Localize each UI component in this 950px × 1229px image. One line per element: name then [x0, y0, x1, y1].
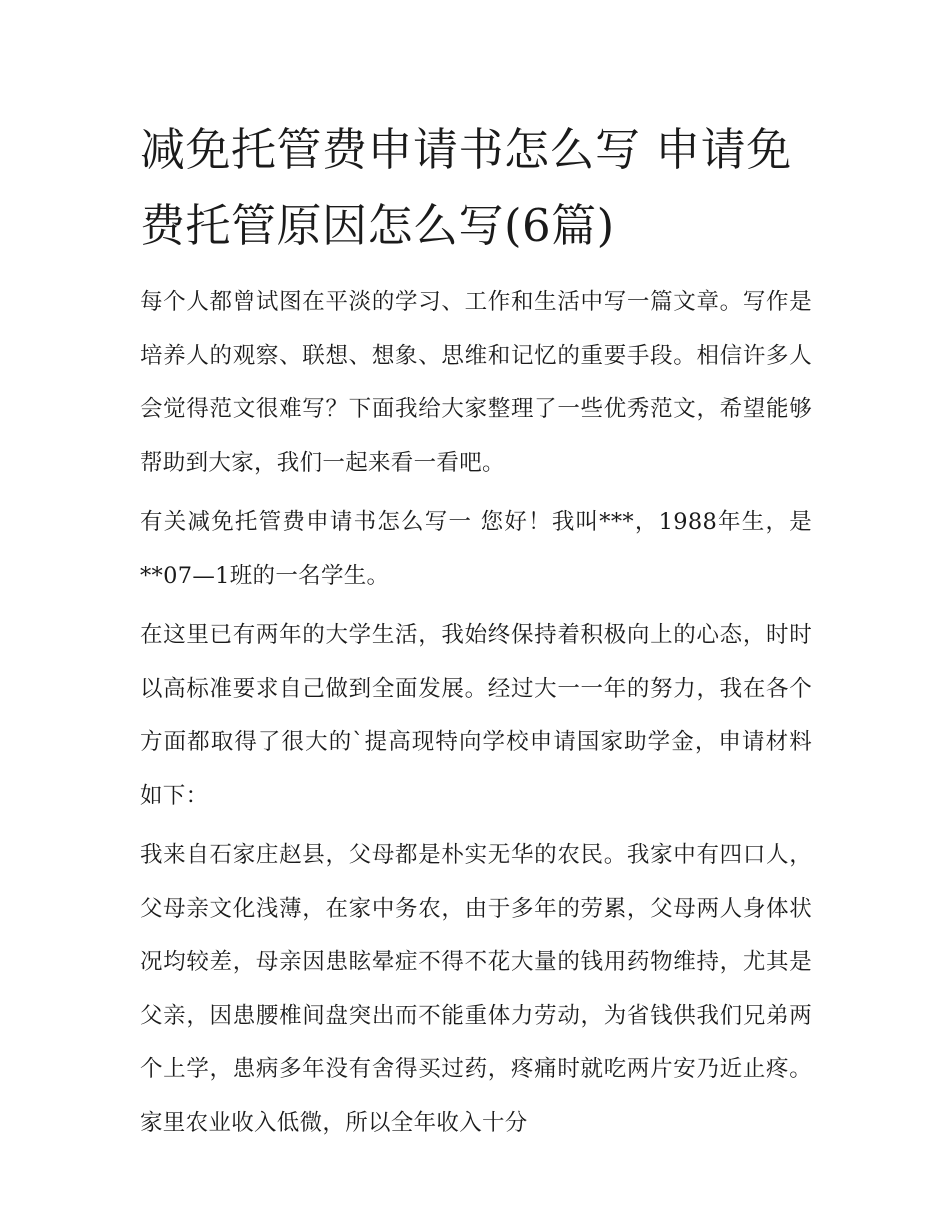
- intro-paragraph: 每个人都曾试图在平淡的学习、工作和生活中写一篇文章。写作是培养人的观察、联想、想象、思维和记忆的重要手段。相信许多人会觉得范文很难写？下面我给大家整理了一些优秀范文，希望能够帮助到大家，我们一起来看一看吧。: [140, 289, 812, 476]
- family-paragraph: 我来自石家庄赵县，父母都是朴实无华的农民。我家中有四口人，父母亲文化浅薄，在家中务农，由于多年的劳累，父母两人身体状况均较差，母亲因患眩晕症不得不花大量的钱用药物维持，尤其是父亲，因患腰椎间盘突出而不能重体力劳动，为省钱供我们兄弟两个上学，患病多年没有舍得买过药，疼痛时就吃两片安乃近止疼。家里农业收入低微，所以全年收入十分: [140, 842, 812, 1136]
- document-page: [140, 112, 812, 1150]
- background-paragraph: 在这里已有两年的大学生活，我始终保持着积极向上的心态，时时以高标准要求自己做到全面发展。经过大一一年的努力，我在各个方面都取得了很大的`提高现特向学校申请国家助学金，申请材料如下：: [140, 622, 812, 809]
- greeting-paragraph: 有关减免托管费申请书怎么写一 您好！我叫***，1988年生，是**07—1班的一名学生。: [140, 509, 812, 589]
- document-title: 减免托管费申请书怎么写 申请免费托管原因怎么写(6篇): [140, 123, 792, 252]
